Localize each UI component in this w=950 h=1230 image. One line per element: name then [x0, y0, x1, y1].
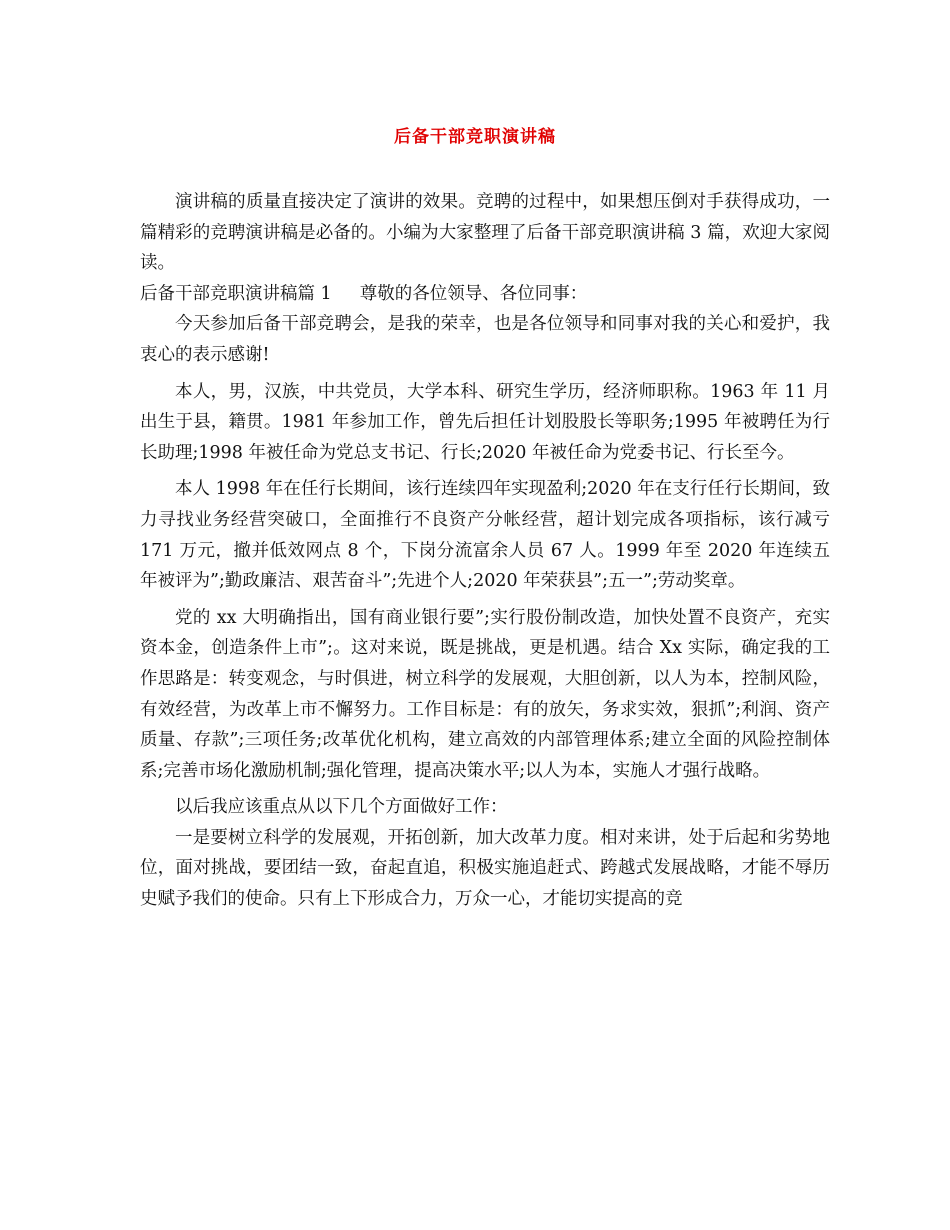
body-paragraph: 今天参加后备干部竞聘会，是我的荣幸，也是各位领导和同事对我的关心和爱护，我衷心的表示感谢! — [140, 314, 830, 365]
intro-paragraph: 演讲稿的质量直接决定了演讲的效果。竞聘的过程中，如果想压倒对手获得成功，一篇精彩的竞聘演讲稿是必备的。小编为大家整理了后备干部竞职演讲稿 3 篇，欢迎大家阅读。 — [140, 192, 830, 274]
salutation: 尊敬的各位领导、各位同事： — [359, 283, 588, 304]
body-paragraph: 党的 xx 大明确指出，国有商业银行要”;实行股份制改造，加快处置不良资产，充实资本金，创造条件上市”;。这对来说，既是挑战，更是机遇。结合 Xx 实际，确定我的工作思路是：转变观念，与时俱进，树立科学的发展观，大胆创新，以人为本，控制风险，有效经营，为改革上市不懈努力。工作目标是：有的放矢，务求实效，狠抓”;利润、资产质量、存款”;三项任务;改革优化机构，建立高效的内部管理体系;建立全面的风险控制体系;完善市场化激励机制;强化管理，提高决策水平;以人为本，实施人才强行战略。 — [140, 607, 830, 781]
body-paragraph: 一是要树立科学的发展观，开拓创新，加大改革力度。相对来讲，处于后起和劣势地位，面对挑战，要团结一致，奋起直追，积极实施追赶式、跨越式发展战略，才能不辱历史赋予我们的使命。只有上下形成合力，万众一心，才能切实提高的竞 — [140, 827, 830, 910]
document-title: 后备干部竞职演讲稿 — [394, 127, 556, 147]
document-body — [140, 187, 830, 915]
section-heading-line — [140, 279, 830, 310]
section-heading: 后备干部竞职演讲稿篇 1 — [140, 283, 332, 304]
body-paragraph: 本人 1998 年在任行长期间，该行连续四年实现盈利;2020 年在支行任行长期间，致力寻找业务经营突破口，全面推行不良资产分帐经营，超计划完成各项指标，该行减亏 171 万元，撤并低效网点 8 个，下岗分流富余人员 67 人。1999 年至 2020 年连续五年被评为”;勤政廉洁、艰苦奋斗”;先进个人;2020 年荣获县”;五一”;劳动奖章。 — [140, 479, 830, 592]
body-paragraph: 本人，男，汉族，中共党员，大学本科、研究生学历，经济师职称。1963 年 11 月出生于县，籍贯。1981 年参加工作，曾先后担任计划股股长等职务;1995 年被聘任为行长助理;1998 年被任命为党总支书记、行长;2020 年被任命为党委书记、行长至今。 — [140, 381, 830, 463]
body-paragraph: 以后我应该重点从以下几个方面做好工作： — [175, 797, 508, 818]
